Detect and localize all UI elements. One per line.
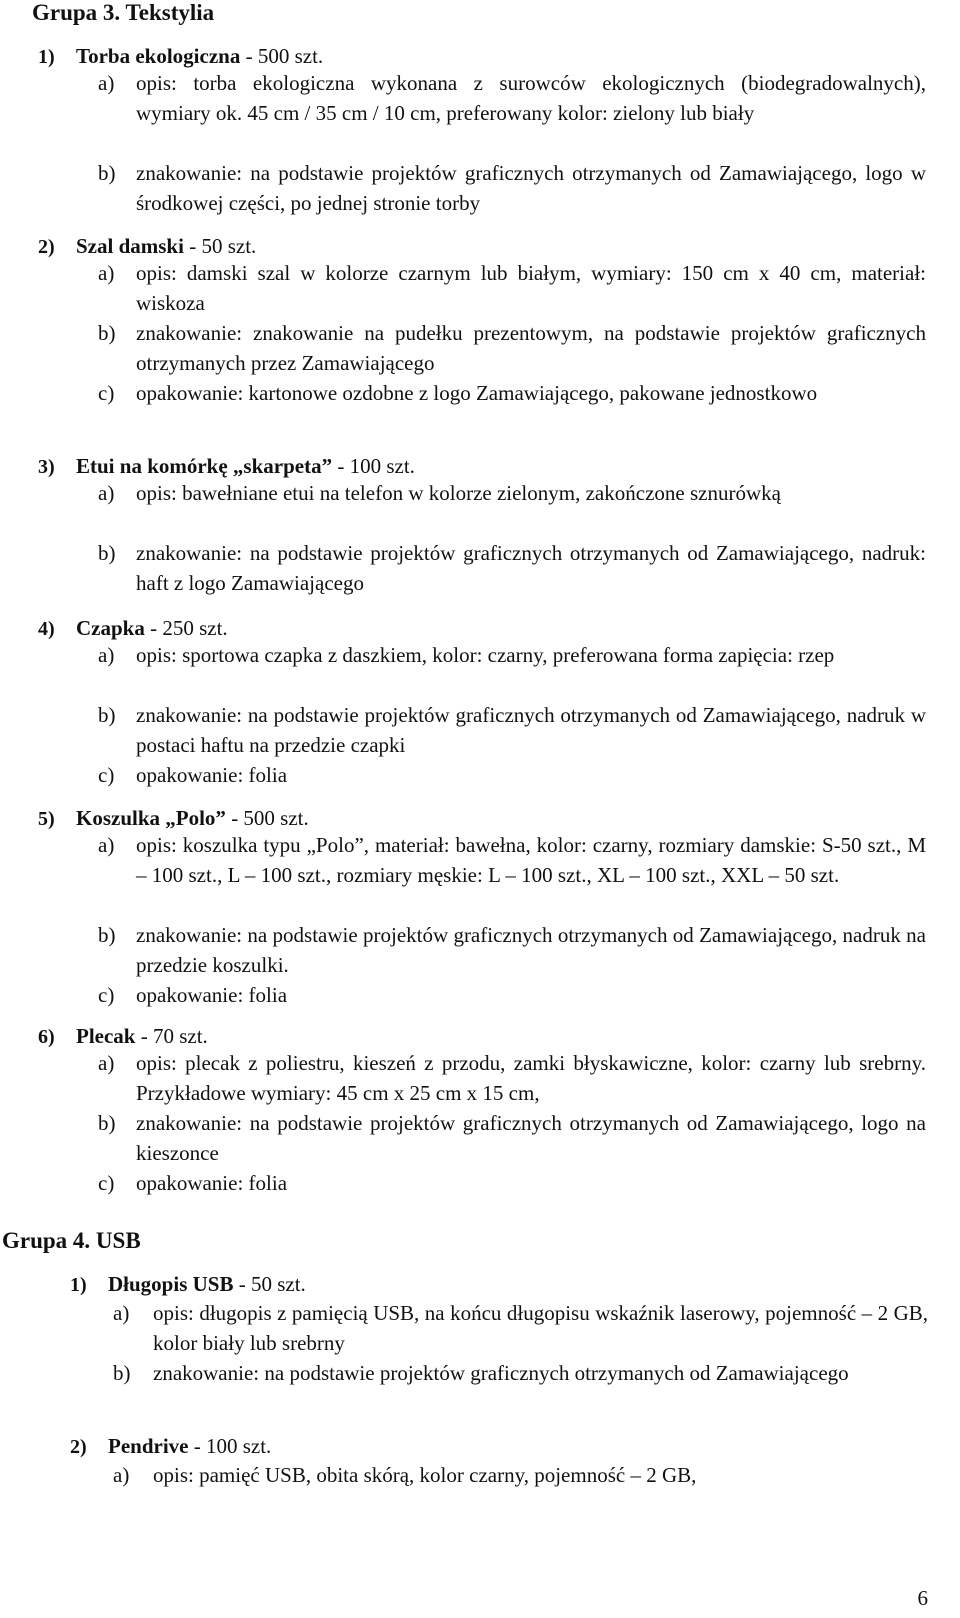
item-quantity: - 500 szt. [225,806,309,830]
sub-item-letter: b) [98,161,116,185]
sub-item [98,378,928,438]
sub-item-letter: a) [98,1051,115,1075]
item-quantity: - 50 szt. [233,1272,306,1296]
group-title: Grupa 3. Tekstylia [32,0,215,25]
sub-item-letter: a) [98,71,115,95]
sub-item [98,830,928,920]
sub-item-text: znakowanie: na podstawie projektów graficznych otrzymanych od Zamawiającego, logo w środkowej części, po jednej stronie torby [136,161,926,215]
item-number: 6) [38,1026,55,1048]
item-name: Pendrive [108,1434,189,1458]
sub-item-text: znakowanie: na podstawie projektów graficznych otrzymanych od Zamawiającego, nadruk w postaci haftu na przedzie czapki [136,703,926,757]
sub-item [98,258,928,318]
sub-item-text: znakowanie: na podstawie projektów graficznych otrzymanych od Zamawiającego, logo na kieszonce [136,1111,926,1165]
item-number: 1) [70,1274,87,1296]
sub-item-text: opis: torba ekologiczna wykonana z surowców ekologicznych (biodegradowalnych), wymiary ok. 45 cm / 35 cm / 10 cm, preferowany kolor: zielony lub biały [136,71,926,125]
item-number: 5) [38,808,55,830]
page-number: 6 [917,1586,928,1610]
sub-item-text: opakowanie: folia [136,763,288,787]
item-name: Szal damski [76,234,184,258]
item-name: Długopis USB [108,1272,234,1296]
sub-item-text: opakowanie: folia [136,1171,288,1195]
item-heading [38,1024,208,1049]
item-name: Plecak [76,1024,136,1048]
sub-item-letter: b) [113,1361,131,1385]
sub-item-letter: b) [98,321,116,345]
sub-item-letter: a) [98,643,115,667]
sub-item-text: opis: koszulka typu „Polo”, materiał: bawełna, kolor: czarny, rozmiary damskie: S-50 szt., M – 100 szt., L – 100 szt., rozmiary męskie: L – 100 szt., XL – 100 szt., XXL – 50 szt. [136,833,926,887]
sub-item-letter: b) [98,923,116,947]
item-number: 1) [38,46,55,68]
item-heading [38,234,256,259]
sub-item-letter: c) [98,1171,115,1195]
sub-item [98,1108,928,1168]
sub-item [98,478,928,538]
sub-item [98,68,928,158]
sub-item-text: opis: sportowa czapka z daszkiem, kolor: czarny, preferowana forma zapięcia: rzep [136,643,835,667]
sub-item [98,980,928,1010]
sub-item-letter: c) [98,983,115,1007]
item-heading [38,44,323,69]
item-number: 2) [70,1436,87,1458]
item-quantity: - 250 szt. [144,616,228,640]
item-number: 3) [38,456,55,478]
item-name: Torba ekologiczna [76,44,241,68]
group-title: Grupa 4. USB [2,1228,141,1253]
sub-item [98,920,928,980]
sub-item-letter: c) [98,381,115,405]
sub-item-text: opakowanie: kartonowe ozdobne z logo Zamawiającego, pakowane jednostkowo [136,381,818,405]
sub-item [98,1048,928,1108]
item-number: 2) [38,236,55,258]
sub-item-text: opis: bawełniane etui na telefon w kolorze zielonym, zakończone sznurówką [136,481,781,505]
sub-item [113,1358,928,1418]
item-quantity: - 100 szt. [332,454,415,478]
item-name: Etui na komórkę „skarpeta” [76,454,333,478]
sub-item-text: znakowanie: znakowanie na pudełku prezentowym, na podstawie projektów graficznych otrzymanych przez Zamawiającego [136,321,926,375]
sub-item [113,1298,928,1358]
sub-item-text: opis: długopis z pamięcią USB, na końcu długopisu wskaźnik laserowy, pojemność – 2 GB, kolor biały lub srebrny [153,1301,928,1355]
item-number: 4) [38,618,55,640]
sub-item [98,158,928,218]
sub-item [98,318,928,378]
sub-item-letter: b) [98,703,116,727]
sub-item [98,1168,928,1198]
item-quantity: - 500 szt. [240,44,324,68]
sub-item-text: opakowanie: folia [136,983,288,1007]
sub-item [113,1460,928,1490]
sub-item [98,760,928,790]
sub-item-letter: a) [98,261,115,285]
item-heading [38,806,309,831]
sub-item-text: znakowanie: na podstawie projektów graficznych otrzymanych od Zamawiającego, nadruk na przedzie koszulki. [136,923,926,977]
item-quantity: - 70 szt. [135,1024,208,1048]
sub-item-letter: b) [98,1111,116,1135]
item-heading [38,616,228,641]
sub-item-letter: a) [113,1301,130,1325]
item-quantity: - 50 szt. [183,234,257,258]
item-quantity: - 100 szt. [188,1434,272,1458]
sub-item-letter: a) [98,833,115,857]
sub-item-letter: a) [98,481,115,505]
sub-item-text: opis: pamięć USB, obita skórą, kolor czarny, pojemność – 2 GB, [153,1463,697,1487]
sub-item [98,700,928,760]
sub-item-text: opis: plecak z poliestru, kieszeń z przodu, zamki błyskawiczne, kolor: czarny lub srebrny. Przykładowe wymiary: 45 cm x 25 cm x 15 cm, [136,1051,926,1105]
sub-item-text: opis: damski szal w kolorze czarnym lub białym, wymiary: 150 cm x 40 cm, materiał: wiskoza [136,261,926,315]
sub-item-letter: c) [98,763,115,787]
item-heading [70,1272,306,1297]
item-name: Czapka [76,616,145,640]
item-heading [38,454,415,479]
sub-item-text: znakowanie: na podstawie projektów graficznych otrzymanych od Zamawiającego, nadruk: haft z logo Zamawiającego [136,541,926,595]
sub-item [98,538,928,598]
sub-item-letter: b) [98,541,116,565]
sub-item-letter: a) [113,1463,130,1487]
item-heading [70,1434,271,1459]
sub-item [98,640,928,700]
sub-item-text: znakowanie: na podstawie projektów graficznych otrzymanych od Zamawiającego [153,1361,849,1385]
item-name: Koszulka „Polo” [76,806,226,830]
